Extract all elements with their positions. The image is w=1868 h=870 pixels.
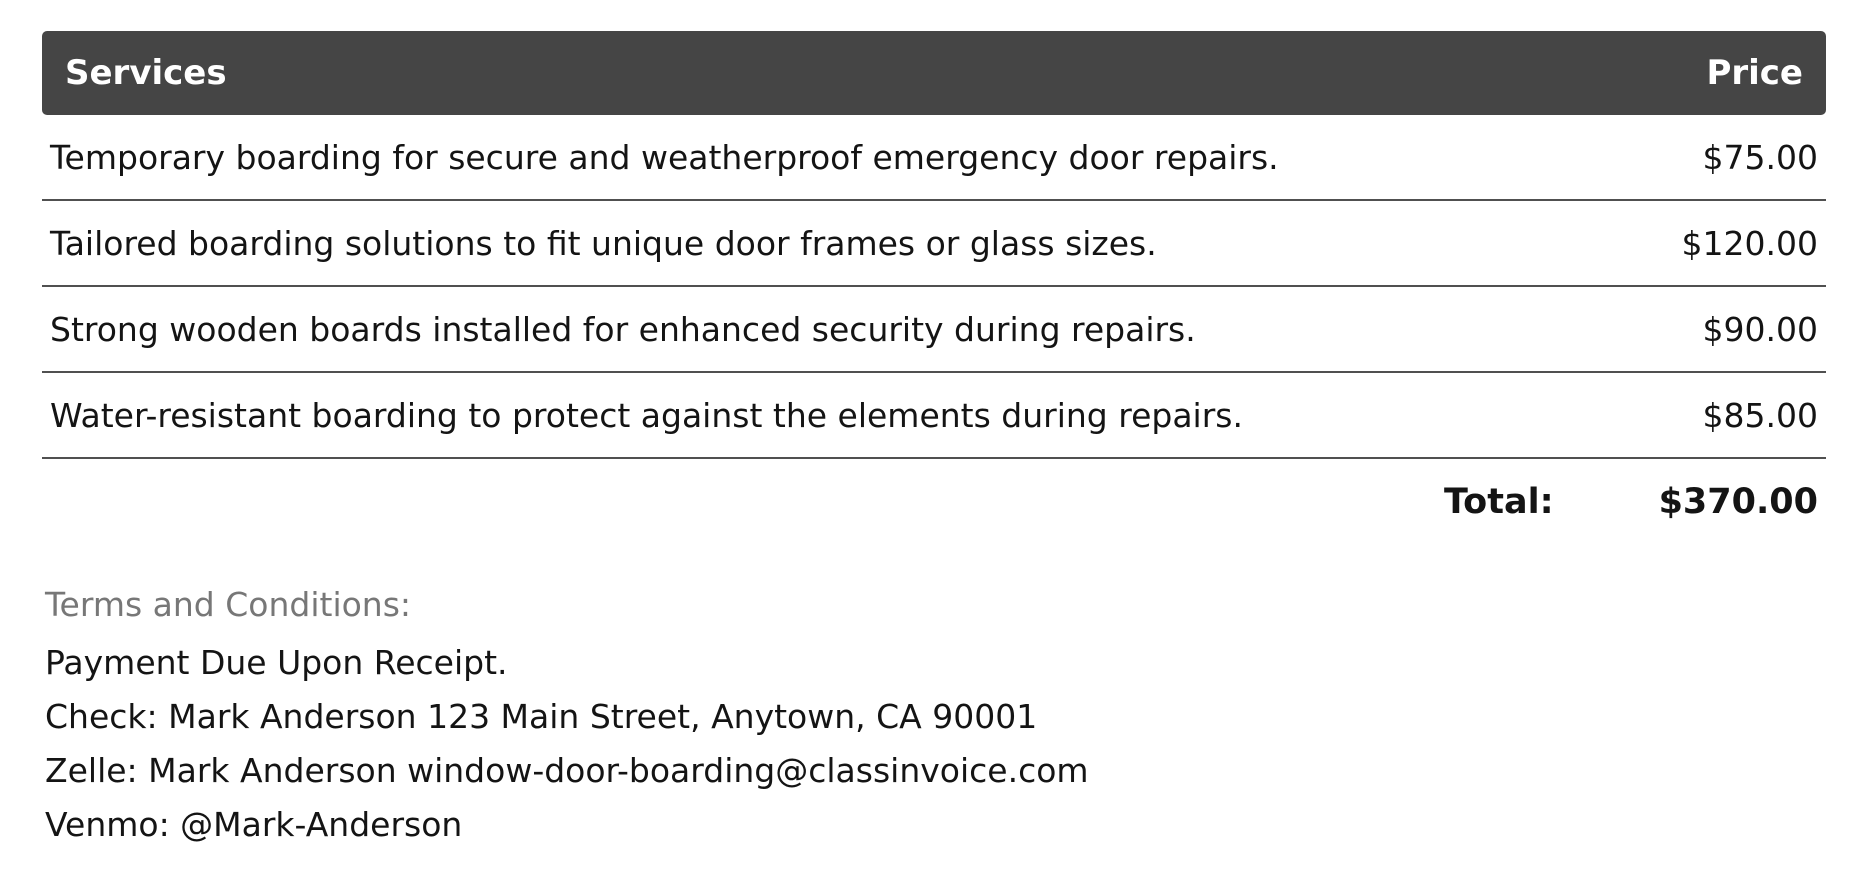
service-description: Water-resistant boarding to protect against the elements during repairs. xyxy=(50,395,1243,435)
services-column-header: Services xyxy=(65,53,227,93)
price-column-header: Price xyxy=(1706,53,1803,93)
terms-venmo-payment: Venmo: @Mark-Anderson xyxy=(45,805,463,844)
service-price: $85.00 xyxy=(1702,395,1818,435)
terms-zelle-payment: Zelle: Mark Anderson window-door-boarding@classinvoice.com xyxy=(45,751,1089,790)
table-row xyxy=(42,373,1826,459)
table-row xyxy=(42,287,1826,373)
service-description: Tailored boarding solutions to fit unique door frames or glass sizes. xyxy=(50,223,1157,263)
service-description: Temporary boarding for secure and weatherproof emergency door repairs. xyxy=(50,137,1279,177)
service-price: $120.00 xyxy=(1681,223,1818,263)
service-description: Strong wooden boards installed for enhanced security during repairs. xyxy=(50,309,1196,349)
service-price: $75.00 xyxy=(1702,137,1818,177)
table-row xyxy=(42,201,1826,287)
terms-payment-due: Payment Due Upon Receipt. xyxy=(45,643,508,682)
table-row xyxy=(42,115,1826,201)
services-table xyxy=(42,31,1826,545)
terms-check-payment: Check: Mark Anderson 123 Main Street, Anytown, CA 90001 xyxy=(45,697,1038,736)
service-price: $90.00 xyxy=(1702,309,1818,349)
total-label: Total: xyxy=(1443,482,1554,522)
terms-section xyxy=(45,580,1089,852)
total-value: $370.00 xyxy=(1658,482,1818,522)
terms-title: Terms and Conditions: xyxy=(45,585,412,624)
total-row xyxy=(42,459,1826,545)
table-header xyxy=(42,31,1826,115)
